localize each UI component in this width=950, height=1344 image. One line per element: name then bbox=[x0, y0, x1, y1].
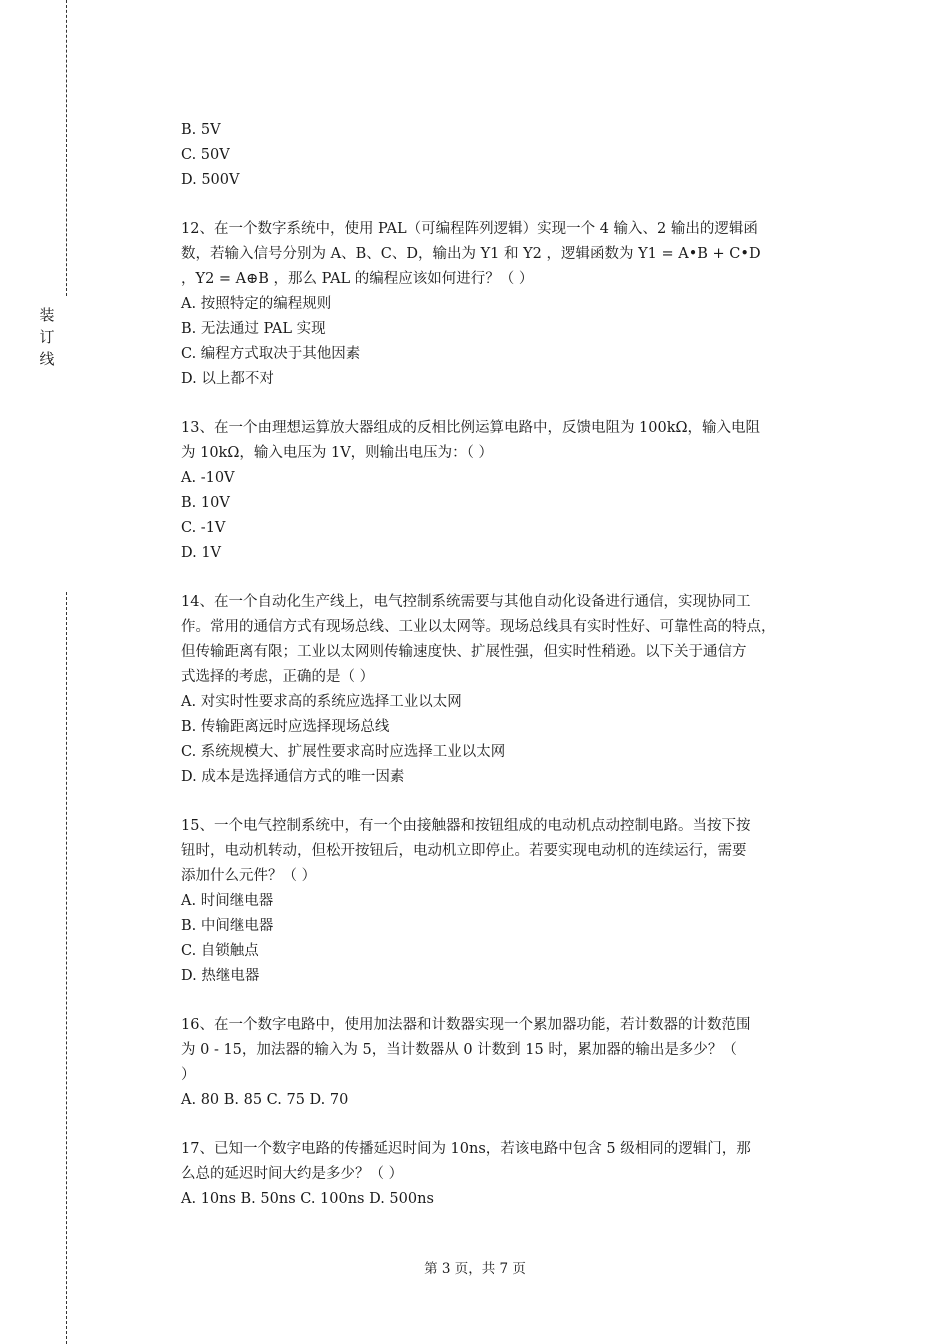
option: D. 500V bbox=[181, 172, 240, 188]
page-footer: 第 3 页，共 7 页 bbox=[424, 1261, 526, 1277]
option: D. 以上都不对 bbox=[181, 371, 274, 387]
option: C. 自锁触点 bbox=[181, 943, 259, 959]
question-stem-line: 15、一个电气控制系统中，有一个由接触器和按钮组成的电动机点动控制电路。当按下按 bbox=[181, 818, 751, 834]
binding-char: 装 bbox=[39, 306, 55, 324]
binding-char: 订 bbox=[39, 328, 55, 346]
option: A. 按照特定的编程规则 bbox=[181, 296, 332, 312]
option: B. 中间继电器 bbox=[181, 918, 274, 934]
question-13 bbox=[181, 416, 841, 566]
binding-char: 线 bbox=[39, 350, 55, 368]
question-16 bbox=[181, 1013, 841, 1113]
question-stem-line: 为 10kΩ，输入电压为 1V，则输出电压为：（ ） bbox=[181, 445, 494, 461]
question-stem-line: 数，若输入信号分别为 A、B、C、D，输出为 Y1 和 Y2 ，逻辑函数为 Y1 = A•B + C•D bbox=[181, 246, 761, 262]
option: A. 时间继电器 bbox=[181, 893, 274, 909]
option: C. 系统规模大、扩展性要求高时应选择工业以太网 bbox=[181, 744, 506, 760]
question-stem-line: 钮时，电动机转动，但松开按钮后，电动机立即停止。若要实现电动机的连续运行，需要 bbox=[181, 843, 747, 859]
option: A. 对实时性要求高的系统应选择工业以太网 bbox=[181, 694, 462, 710]
question-14 bbox=[181, 590, 841, 790]
question-17 bbox=[181, 1137, 841, 1212]
option: C. 编程方式取决于其他因素 bbox=[181, 346, 361, 362]
option: B. 5V bbox=[181, 122, 221, 138]
binding-line-bottom bbox=[66, 592, 67, 1344]
binding-label bbox=[36, 304, 58, 370]
question-stem-line: 16、在一个数字电路中，使用加法器和计数器实现一个累加器功能，若计数器的计数范围 bbox=[181, 1017, 751, 1033]
option: C. 50V bbox=[181, 147, 230, 163]
carryover-options bbox=[181, 118, 841, 193]
question-stem-line: 么总的延迟时间大约是多少？（ ） bbox=[181, 1166, 404, 1182]
option: B. 10V bbox=[181, 495, 230, 511]
question-stem-line: 14、在一个自动化生产线上，电气控制系统需要与其他自动化设备进行通信，实现协同工 bbox=[181, 594, 751, 610]
option: A. 10ns B. 50ns C. 100ns D. 500ns bbox=[181, 1191, 434, 1207]
option: C. -1V bbox=[181, 520, 226, 536]
question-stem-line: 13、在一个由理想运算放大器组成的反相比例运算电路中，反馈电阻为 100kΩ，输入电阻 bbox=[181, 420, 761, 436]
question-stem-line: ） bbox=[181, 1067, 196, 1083]
question-stem-line: 但传输距离有限；工业以太网则传输速度快、扩展性强，但实时性稍逊。以下关于通信方 bbox=[181, 644, 747, 660]
binding-line-top bbox=[66, 0, 67, 296]
question-stem-line: 12、在一个数字系统中，使用 PAL（可编程阵列逻辑）实现一个 4 输入、2 输出的逻辑函 bbox=[181, 221, 758, 237]
question-stem-line: 为 0 - 15，加法器的输入为 5，当计数器从 0 计数到 15 时，累加器的输出是多少？（ bbox=[181, 1042, 737, 1058]
question-12 bbox=[181, 217, 841, 392]
exam-content bbox=[181, 118, 841, 1212]
option: D. 成本是选择通信方式的唯一因素 bbox=[181, 769, 405, 785]
option: D. 热继电器 bbox=[181, 968, 260, 984]
question-stem-line: ，Y2 = A⊕B ，那么 PAL 的编程应该如何进行？（ ） bbox=[181, 271, 534, 287]
option: B. 传输距离远时应选择现场总线 bbox=[181, 719, 390, 735]
option: B. 无法通过 PAL 实现 bbox=[181, 321, 326, 337]
option: D. 1V bbox=[181, 545, 222, 561]
question-stem-line: 添加什么元件？（ ） bbox=[181, 868, 317, 884]
question-stem-line: 式选择的考虑，正确的是（ ） bbox=[181, 669, 375, 685]
question-stem-line: 17、已知一个数字电路的传播延迟时间为 10ns，若该电路中包含 5 级相同的逻辑门，那 bbox=[181, 1141, 751, 1157]
option: A. 80 B. 85 C. 75 D. 70 bbox=[181, 1092, 349, 1108]
question-stem-line: 作。常用的通信方式有现场总线、工业以太网等。现场总线具有实时性好、可靠性高的特点， bbox=[181, 619, 776, 635]
option: A. -10V bbox=[181, 470, 235, 486]
question-15 bbox=[181, 814, 841, 989]
